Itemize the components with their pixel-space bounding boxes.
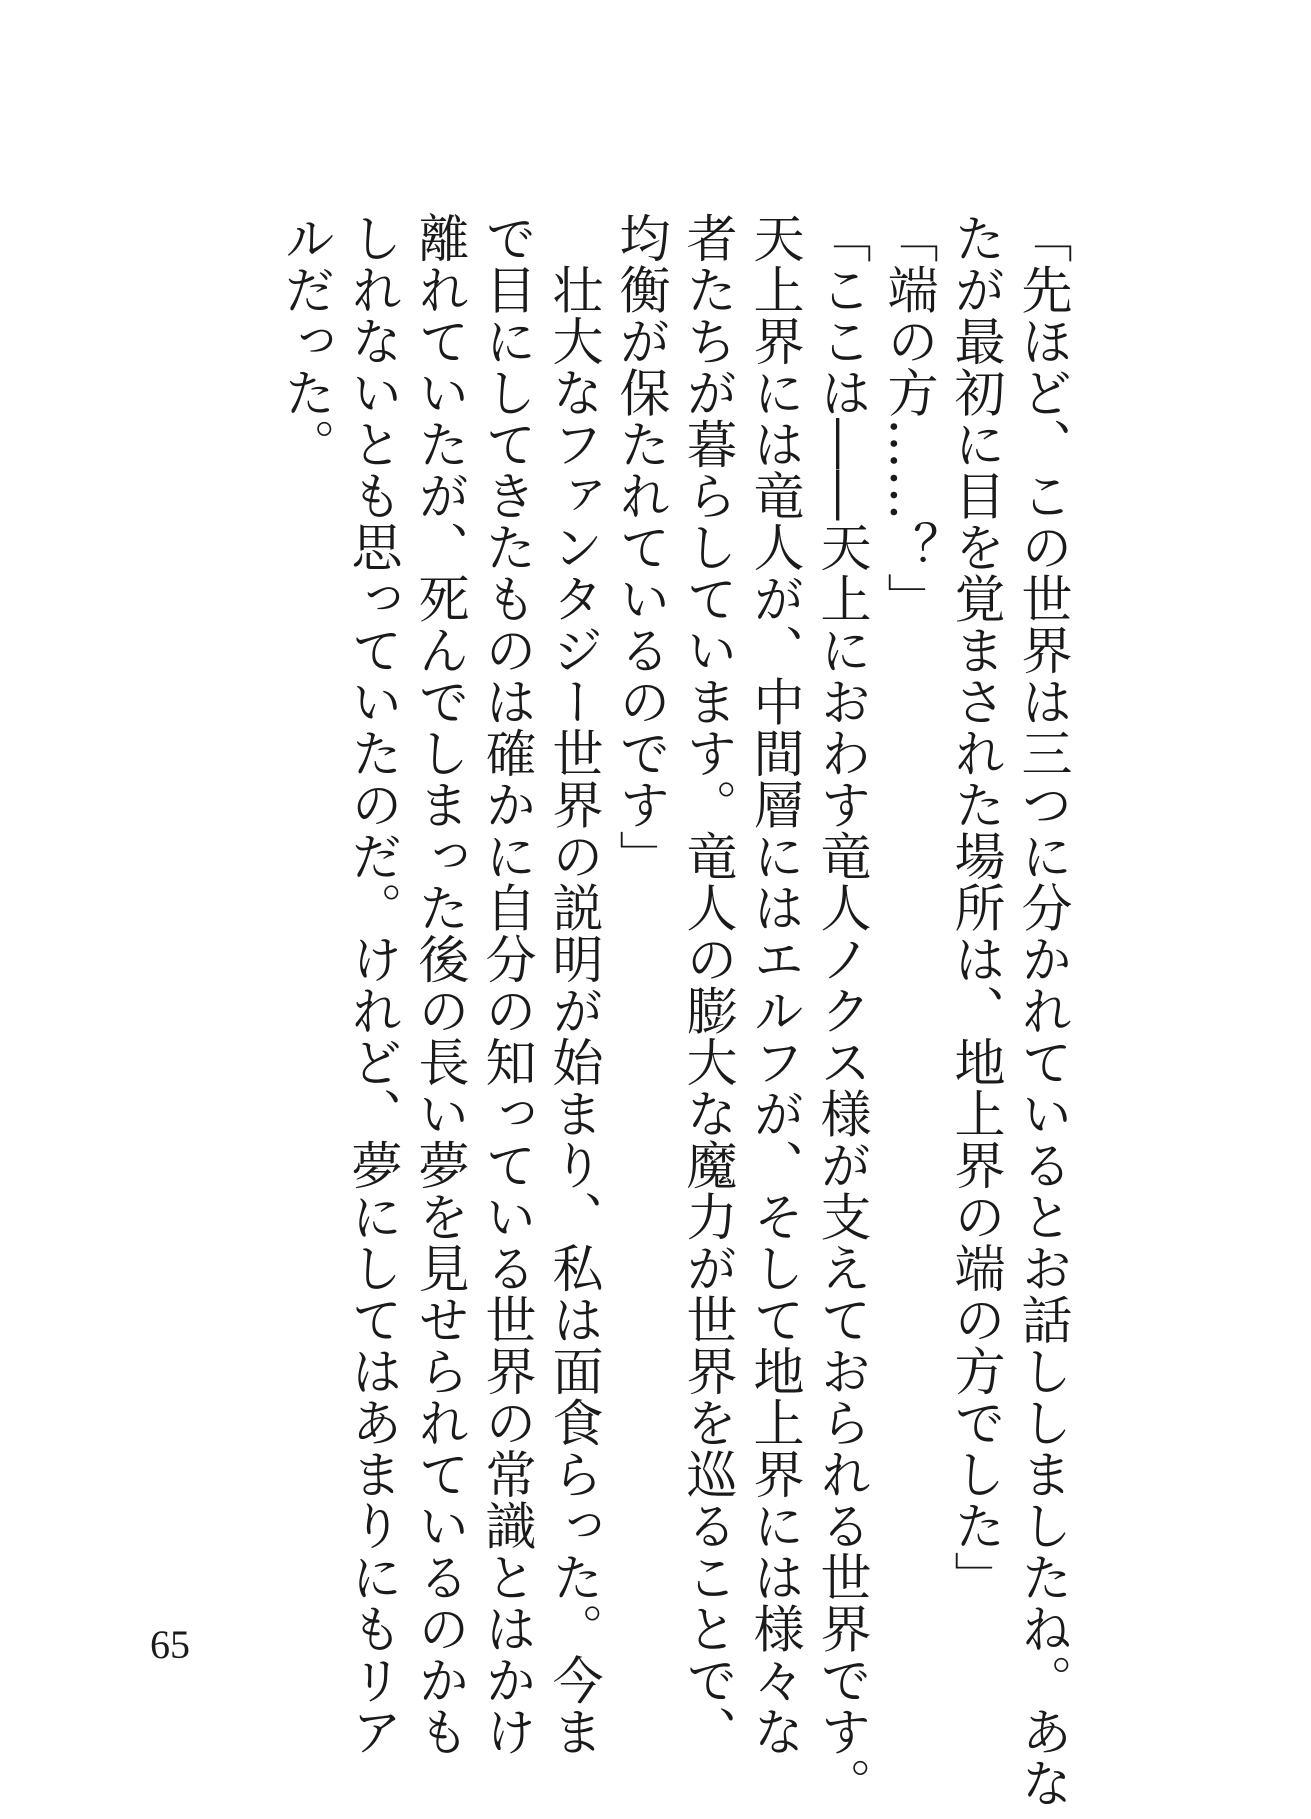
text-line: 天上界には竜人が、中間層にはエルフが、そして地上界には様々な — [744, 212, 803, 1757]
body-text — [271, 212, 1075, 1809]
page-number: 65 — [150, 1622, 190, 1667]
text-line: 「端の方……？」 — [878, 212, 937, 624]
text-line: 均衡が保たれているのです」 — [610, 212, 669, 882]
text-line: しれないとも思っていたのだ。けれど、夢にしてはあまりにもリア — [342, 212, 401, 1757]
text-line: で目にしてきたものは確かに自分の知っている世界の常識とはかけ — [476, 212, 535, 1757]
text-line: ルだった。 — [275, 212, 334, 470]
text-line: 壮大なファンタジー世界の説明が始まり、私は面食らった。今ま — [543, 212, 602, 1757]
text-line: たが最初に目を覚まされた場所は、地上界の端の方でした」 — [945, 212, 1004, 1603]
text-line: 離れていたが、死んでしまった後の長い夢を見せられているのかも — [409, 212, 468, 1757]
text-line: 者たちが暮らしています。竜人の膨大な魔力が世界を巡ることで、 — [677, 212, 736, 1757]
text-line: 「先ほど、この世界は三つに分かれているとお話ししましたね。あな — [1012, 212, 1071, 1809]
text-line: 「ここは――天上におわす竜人ノクス様が支えておられる世界です。 — [811, 212, 870, 1809]
